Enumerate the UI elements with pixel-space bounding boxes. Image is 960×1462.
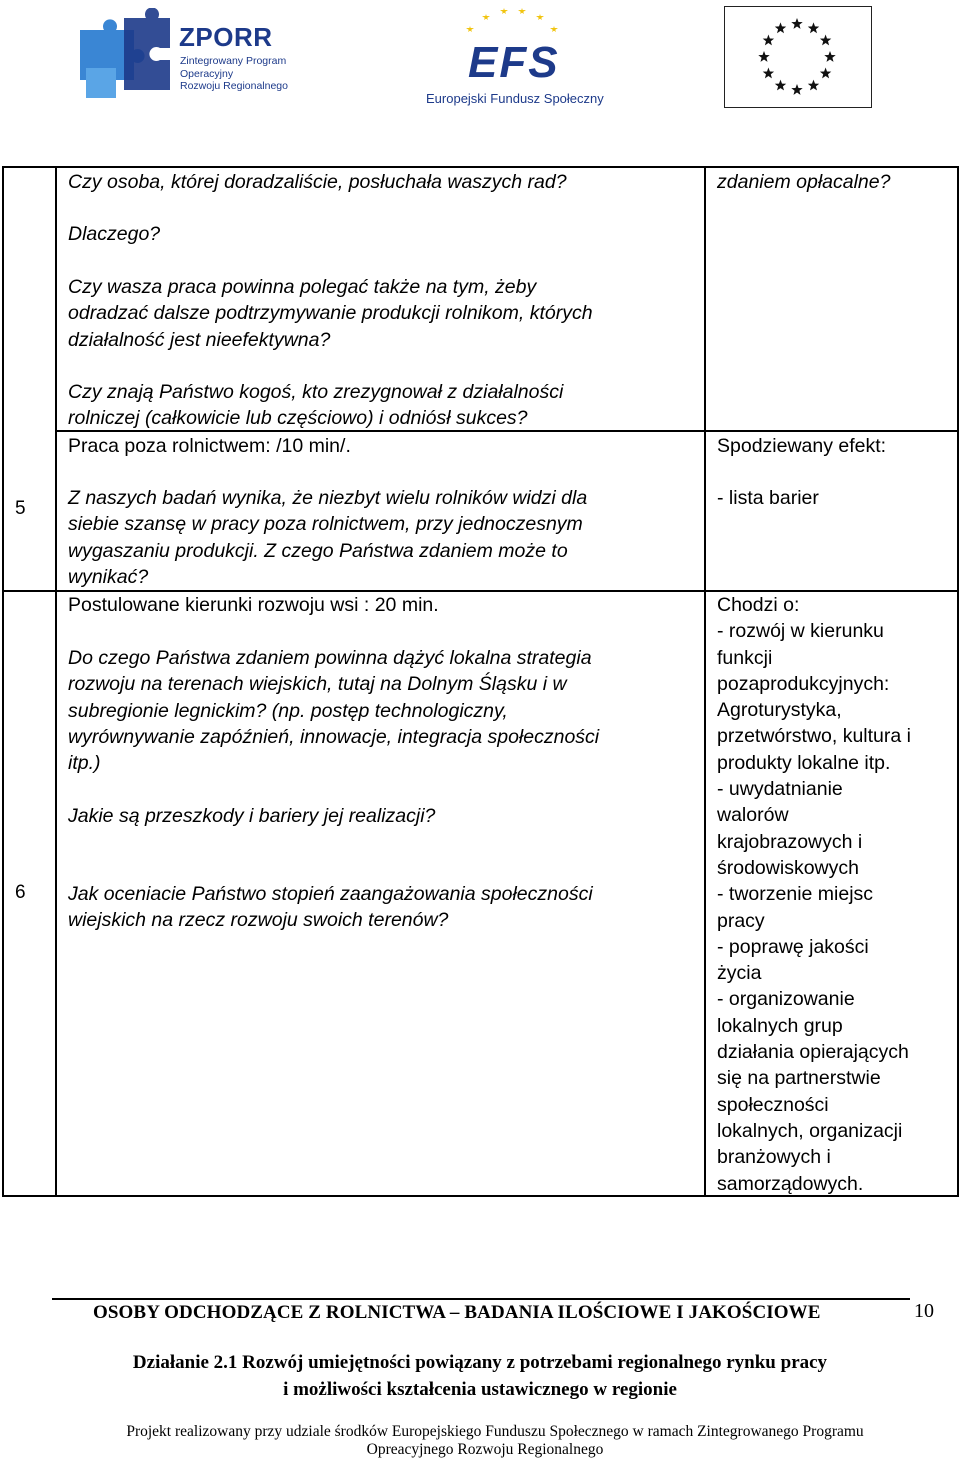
eu-star: [775, 22, 786, 33]
question-text: Dlaczego?: [68, 223, 161, 245]
eu-star: [808, 22, 819, 33]
efs-letters: EFS: [468, 38, 560, 87]
section-heading: Postulowane kierunki rozwoju wsi : 20 min.: [68, 594, 439, 616]
table-border: [704, 166, 706, 1196]
eu-star: [808, 80, 819, 91]
footer-dzialanie: i możliwości kształcenia ustawicznego w regionie: [283, 1379, 677, 1400]
footer-project: Projekt realizowany przy udziale środków Europejskiego Funduszu Społecznego w ramach Zintegrowanego Programu: [126, 1423, 864, 1440]
section-heading: Spodziewany efekt:: [717, 435, 887, 457]
efs-name: Europejski Fundusz Społeczny: [426, 91, 604, 106]
table-border: [2, 166, 4, 1196]
table-border: [55, 166, 57, 1196]
eu-star: [763, 35, 774, 46]
expected-effect-text: - lista barier: [717, 487, 819, 509]
eu-stars-icon: [725, 7, 870, 106]
question-text: Jak oceniacie Państwo stopień zaangażowania społeczności wiejskich na rzecz rozwoju swoich terenów?: [68, 883, 593, 932]
table-border: [957, 166, 959, 1196]
zporr-title: ZPORR: [179, 22, 273, 52]
eu-star: [775, 80, 786, 91]
question-text: Czy osoba, której doradzaliście, posłuchała waszych rad?: [68, 171, 567, 193]
question-text: Jakie są przeszkody i bariery jej realizacji?: [68, 805, 436, 827]
expected-effect-text: zdaniem opłacalne?: [717, 171, 891, 193]
footer-rule: [52, 1298, 910, 1300]
question-text: Z naszych badań wynika, że niezbyt wielu rolników widzi dla siebie szansę w pracy poza rolnictwem, przy jednoczesnym wygaszaniu produkcji. Z czego Państwa zdaniem może to wynikać?: [68, 487, 588, 588]
footer-title: OSOBY ODCHODZĄCE Z ROLNICTWA – BADANIA ILOŚCIOWE I JAKOŚCIOWE: [93, 1302, 821, 1323]
puzzle-icon: [76, 8, 176, 103]
efs-logo: [420, 2, 605, 112]
row-number-5: 5: [15, 498, 26, 519]
eu-star: [791, 84, 802, 95]
zporr-subtitle: Zintegrowany Program Operacyjny Rozwoju Regionalnego: [180, 55, 288, 92]
zporr-logo: [76, 8, 316, 103]
section-heading: Praca poza rolnictwem: /10 min/.: [68, 435, 351, 457]
row-number-6: 6: [15, 882, 26, 903]
eu-star: [824, 51, 835, 62]
stars-arc-icon: [420, 2, 605, 42]
eu-star: [820, 35, 831, 46]
question-text: Do czego Państwa zdaniem powinna dążyć lokalna strategia rozwoju na terenach wiejskich, tutaj na Dolnym Śląsku i w subregionie legnickim? (np. postęp technologiczny, wyrównywanie zapóźnień, innowacje, integracja społeczności itp.): [68, 647, 600, 775]
eu-star: [820, 68, 831, 79]
eu-flag-logo: [724, 6, 872, 108]
question-text: Czy wasza praca powinna polegać także na tym, żeby odradzać dalsze podtrzymywanie produkcji rolnikom, których działalność jest nieefektywna?: [68, 276, 593, 351]
footer-project: Opreacyjnego Rozwoju Regionalnego: [366, 1441, 604, 1458]
eu-star: [763, 68, 774, 79]
eu-star: [791, 18, 802, 29]
page-number: 10: [914, 1300, 934, 1322]
footer-dzialanie: Działanie 2.1 Rozwój umiejętności powiązany z potrzebami regionalnego rynku pracy: [132, 1352, 828, 1373]
expected-effect-list: Chodzi o: - rozwój w kierunku funkcji pozaprodukcyjnych: Agroturystyka, przetwórstwo, kultura i produkty lokalne itp. - uwydatnianie walorów krajobrazowych i środowiskowych - tworzenie miejsc pracy - poprawę jakości życia - organizowanie lokalnych grup działania opierających się na partnerstwie społeczności lokalnych, organizacji branżowych i samorządowych.: [717, 594, 911, 1195]
eu-star: [758, 51, 769, 62]
question-text: Czy znają Państwo kogoś, kto zrezygnował z działalności rolniczej (całkowicie lub częściowo) i odniósł sukces?: [68, 381, 564, 430]
table-border: [2, 166, 959, 168]
questionnaire-table: [2, 166, 959, 1196]
